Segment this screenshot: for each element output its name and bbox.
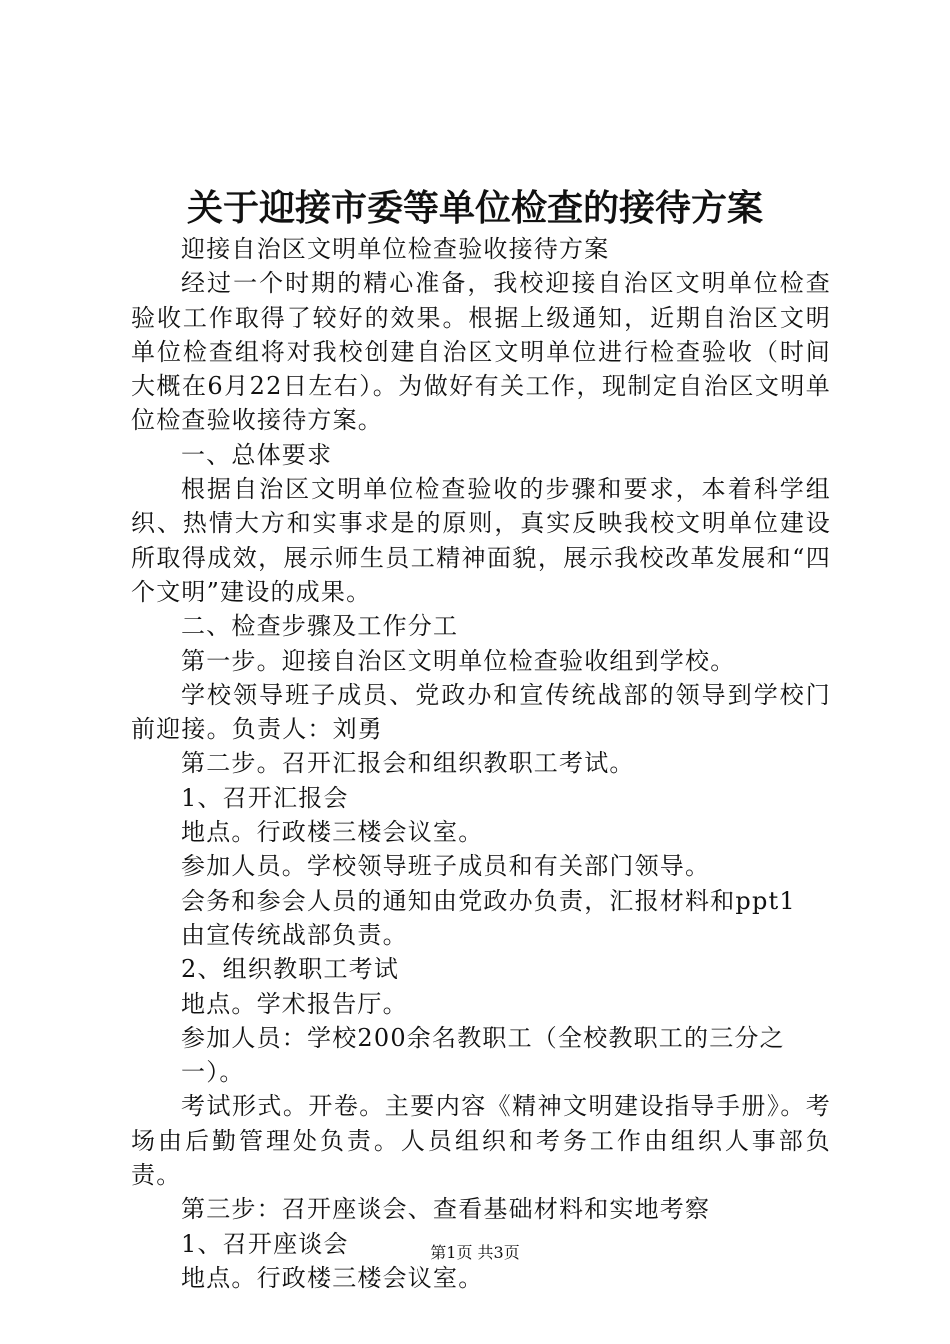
paragraph: 参加人员。学校领导班子成员和有关部门领导。: [181, 852, 711, 881]
page-number-footer: 第1页 共3页: [430, 1243, 520, 1262]
paragraph: 参加人员：学校200余名教职工（全校教职工的三分之: [181, 1023, 785, 1052]
document-body: [131, 232, 831, 1295]
paragraph: 经过一个时期的精心准备，我校迎接自治区文明单位检查验收工作取得了较好的效果。根据上级通知，近期自治区文明单位检查组将对我校创建自治区文明单位进行检查验收（时间大概在6月22日左右）。为做好有关工作，现制定自治区文明单位检查验收接待方案。: [131, 269, 831, 435]
paragraph: 地点。行政楼三楼会议室。: [181, 818, 484, 847]
paragraph: 学校领导班子成员、党政办和宣传统战部的领导到学校门前迎接。负责人：刘勇: [131, 680, 831, 744]
paragraph: 根据自治区文明单位检查验收的步骤和要求，本着科学组织、热情大方和实事求是的原则，真实反映我校文明单位建设所取得成效，展示师生员工精神面貌，展示我校改革发展和“四个文明”建设的成果。: [131, 475, 831, 606]
paragraph: 会务和参会人员的通知由党政办负责，汇报材料和ppt1: [181, 886, 796, 915]
paragraph: 第三步：召开座谈会、查看基础材料和实地考察: [181, 1195, 711, 1224]
paragraph: 2、组织教职工考试: [181, 955, 400, 984]
paragraph: 1、召开汇报会: [181, 783, 349, 812]
paragraph: 地点。行政楼三楼会议室。: [181, 1263, 484, 1292]
paragraph: 由宣传统战部负责。: [181, 920, 408, 949]
paragraph: 一、总体要求: [181, 440, 333, 469]
paragraph: 考试形式。开卷。主要内容《精神文明建设指导手册》。考场由后勤管理处负责。人员组织和考务工作由组织人事部负责。: [131, 1092, 831, 1190]
paragraph: 二、检查步骤及工作分工: [181, 612, 459, 641]
paragraph: 地点。学术报告厅。: [181, 989, 408, 1018]
document-title: 关于迎接市委等单位检查的接待方案: [186, 187, 763, 229]
paragraph: 第一步。迎接自治区文明单位检查验收组到学校。: [181, 646, 736, 675]
paragraph: 迎接自治区文明单位检查验收接待方案: [181, 235, 610, 263]
paragraph: 第二步。召开汇报会和组织教职工考试。: [181, 749, 635, 778]
paragraph: 1、召开座谈会: [181, 1229, 349, 1258]
paragraph: 一）。: [181, 1058, 245, 1087]
